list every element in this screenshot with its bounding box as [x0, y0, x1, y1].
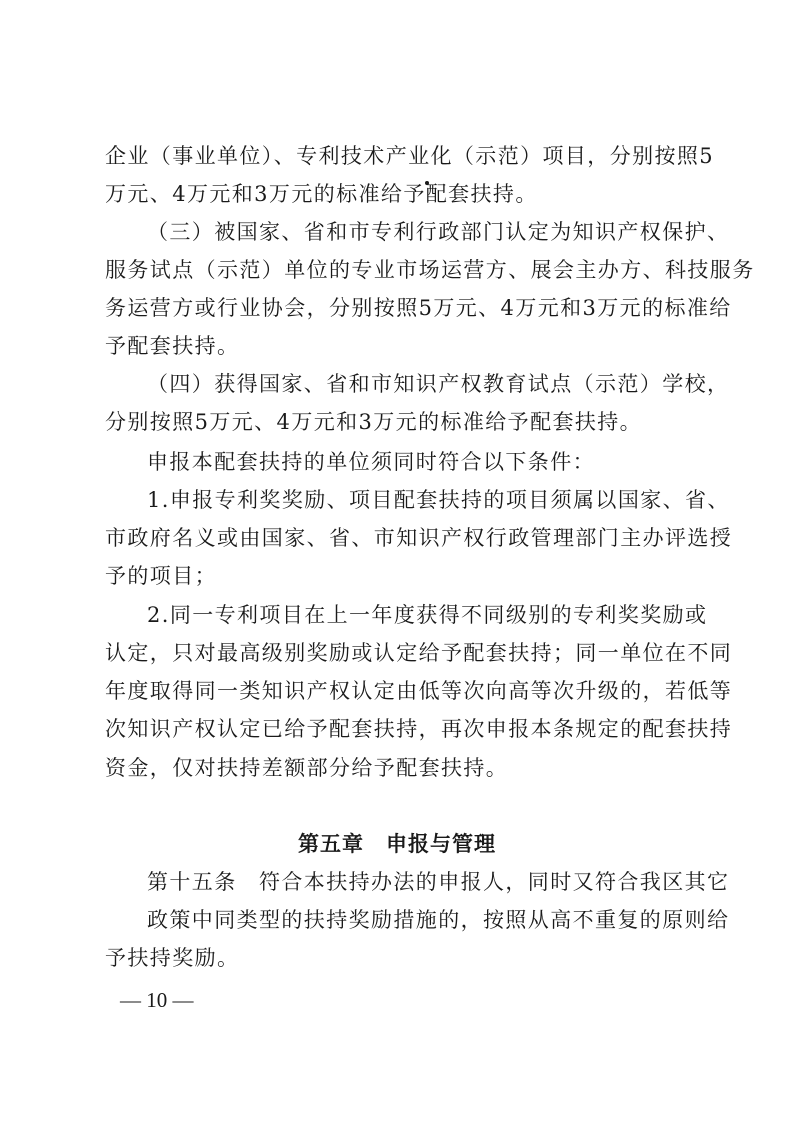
article-line: 第十五条 符合本扶持办法的申报人，同时又符合我区其它: [147, 870, 730, 894]
paragraph-line: 市政府名义或由国家、省、市知识产权行政管理部门主办评选授: [105, 526, 733, 550]
chapter-heading: 第五章 申报与管理: [298, 832, 496, 856]
paragraph-line: 务运营方或行业协会，分别按照5万元、4万元和3万元的标准给: [105, 296, 732, 320]
paragraph-line: 次知识产权认定已给予配套扶持，再次申报本条规定的配套扶持: [105, 717, 733, 741]
paragraph-line: （四）获得国家、省和市知识产权教育试点（示范）学校，: [147, 372, 730, 396]
paragraph-line: 申报本配套扶持的单位须同时符合以下条件：: [147, 450, 595, 474]
paragraph-line: （三）被国家、省和市专利行政部门认定为知识产权保护、: [147, 220, 730, 244]
page-number: — 10 —: [120, 988, 194, 1012]
article-line: 政策中同类型的扶持奖励措施的，按照从高不重复的原则给: [147, 908, 730, 932]
paragraph-line: 资金，仅对扶持差额部分给予配套扶持。: [105, 756, 509, 780]
article-line: 予扶持奖励。: [105, 946, 240, 970]
paragraph-line: 企业（事业单位）、专利技术产业化（示范）项目，分别按照5: [105, 144, 715, 168]
paragraph-line: 分别按照5万元、4万元和3万元的标准给予配套扶持。: [105, 410, 643, 434]
paragraph-line: 服务试点（示范）单位的专业市场运营方、展会主办方、科技服务: [105, 258, 755, 282]
paragraph-line: 1.申报专利奖奖励、项目配套扶持的项目须属以国家、省、: [147, 488, 730, 512]
paragraph-line: 予的项目；: [105, 564, 217, 588]
paragraph-line: 2.同一专利项目在上一年度获得不同级别的专利奖奖励或: [147, 603, 708, 627]
paragraph-line: 认定，只对最高级别奖励或认定给予配套扶持；同一单位在不同: [105, 641, 733, 665]
paragraph-line: 年度取得同一类知识产权认定由低等次向高等次升级的，若低等: [105, 679, 733, 703]
paragraph-line: 予配套扶持。: [105, 334, 240, 358]
paragraph-line: 万元、4万元和3万元的标准给予配套扶持。: [105, 182, 538, 206]
